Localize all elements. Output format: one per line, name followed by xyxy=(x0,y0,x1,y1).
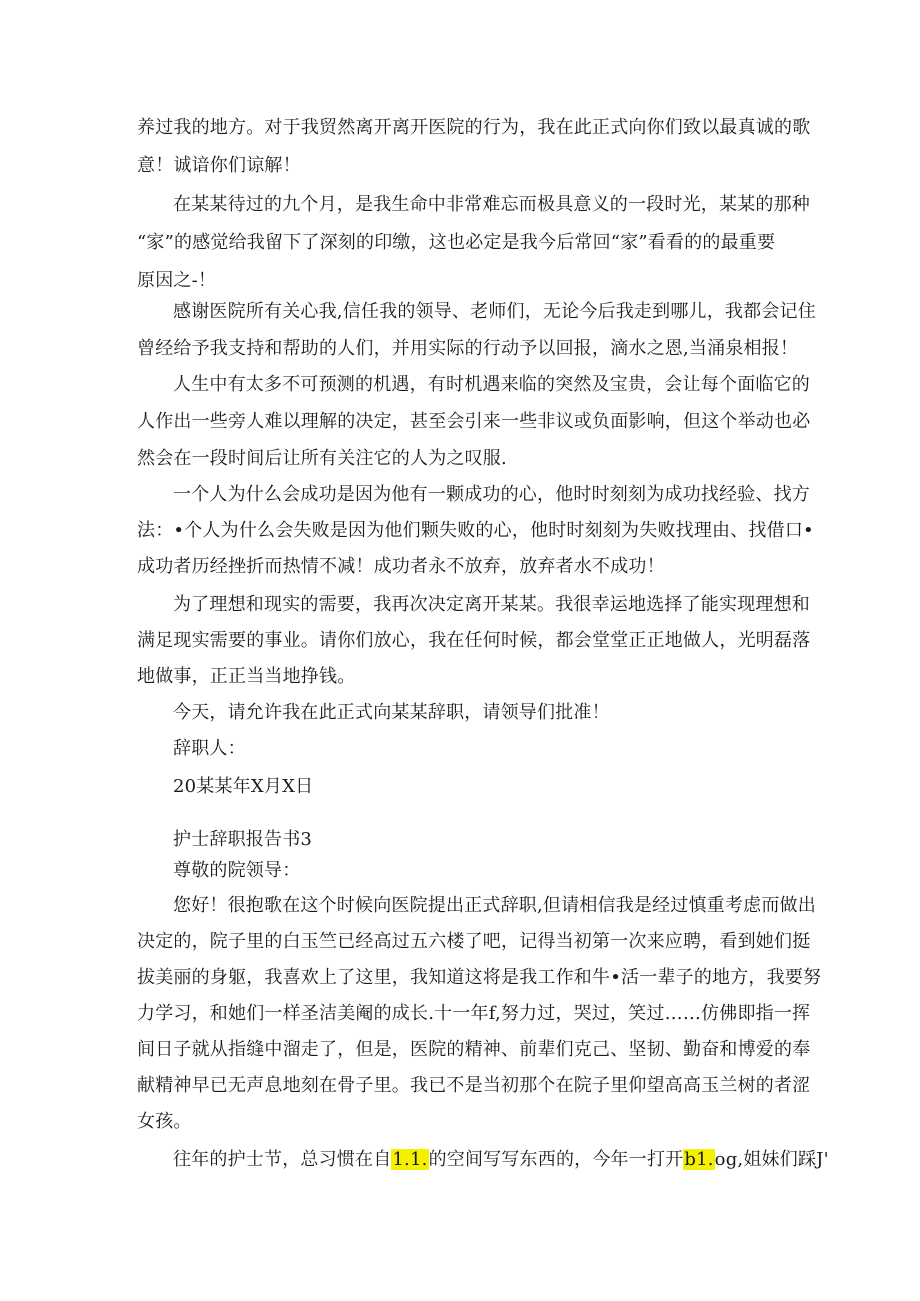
paragraph-1-line-1: 养过我的地方。对于我贸然离开离开医院的行为，我在此正式向你们致以最真诚的歌 xyxy=(137,117,811,138)
paragraph-9-text-3: og,姐妹们踩J' xyxy=(714,1149,829,1170)
date-line: 20某某年X月X日 xyxy=(173,776,314,797)
salutation: 尊敬的院领导： xyxy=(173,860,301,881)
paragraph-5-line-3: 成功者历经挫折而热情不减！成功者永不放弃，放弃者水不成功！ xyxy=(137,556,665,577)
paragraph-3-line-1: 感谢医院所有关心我,信任我的领导、老师们，无论今后我走到哪儿，我都会记住 xyxy=(173,301,816,322)
paragraph-6-line-2: 满足现实需要的事业。请你们放心，我在任何时候，都会堂堂正正地做人，光明磊落 xyxy=(137,630,811,651)
paragraph-8-line-3: 拔美丽的身躯，我喜欢上了这里，我知道这将是我工作和牛•活一辈子的地方，我要努 xyxy=(137,967,822,988)
paragraph-2-line-2: “家”的感觉给我留下了深刻的印缴，这也必定是我今后常回“家”看看的的最重要 xyxy=(137,232,776,253)
paragraph-5-line-1: 一个人为什么会成功是因为他有一颗成功的心，他时时刻刻为成功找经验、找方 xyxy=(173,484,810,505)
paragraph-8-line-1: 您好！很抱歌在这个时候向医院提出正式辞职,但请相信我是经过慎重考虑而做出 xyxy=(173,895,816,916)
paragraph-4-line-3: 然会在一段时间后让所有关注它的人为之叹服. xyxy=(137,448,507,469)
section-title: 护士辞职报告书3 xyxy=(173,829,313,850)
paragraph-6-line-3: 地做事，正正当当地挣钱。 xyxy=(137,666,356,687)
paragraph-7: 今天，请允许我在此正式向某某辞职，请领导们批准！ xyxy=(173,702,610,723)
paragraph-8-line-5: 间日子就从指缝中溜走了，但是，医院的精神、前辈们克己、坚韧、勤奋和博爱的奉 xyxy=(137,1039,811,1060)
paragraph-8-line-7: 女孩。 xyxy=(137,1111,192,1132)
paragraph-2-line-1: 在某某待过的九个月，是我生命中非常难忘而极具意义的一段时光，某某的那种 xyxy=(173,194,810,215)
paragraph-8-line-4: 力学习，和她们一样圣洁美阉的成长.十一年f,努力过，哭过，笑过……仿佛即指一挥 xyxy=(137,1003,811,1024)
paragraph-1-line-2: 意！诚谙你们谅解！ xyxy=(137,155,301,176)
paragraph-9-text-2: 的空间写写东西的，今年一打开 xyxy=(428,1149,684,1170)
paragraph-9-line-1 xyxy=(173,1148,829,1172)
signature-label: 辞职人： xyxy=(173,738,246,759)
paragraph-2-line-3: 原因之-！ xyxy=(137,270,217,291)
paragraph-9-text-1: 往年的护士节，总习惯在自 xyxy=(173,1149,392,1170)
paragraph-4-line-2: 人作出一些旁人难以理解的决定，甚至会引来一些非议或负面影响，但这个举动也必 xyxy=(137,411,811,432)
highlight-1: 1.1. xyxy=(392,1149,428,1170)
paragraph-8-line-6: 献精神早已无声息地刻在骨子里。我已不是当初那个在院子里仰望高高玉兰树的者涩 xyxy=(137,1075,811,1096)
paragraph-5-line-2: 法：•个人为什么会失败是因为他们颗失败的心，他时时刻刻为失败找理由、找借口• xyxy=(137,520,814,541)
paragraph-6-line-1: 为了理想和现实的需要，我再次决定离开某某。我很幸运地选择了能实现理想和 xyxy=(173,594,810,615)
highlight-2: b1. xyxy=(684,1149,714,1170)
paragraph-4-line-1: 人生中有太多不可预测的机遇，有时机遇来临的突然及宝贵，会让每个面临它的 xyxy=(173,374,810,395)
paragraph-8-line-2: 决定的，院子里的白玉竺已经高过五六楼了吧，记得当初第一次来应聘，看到她们挺 xyxy=(137,931,811,952)
paragraph-3-line-2: 曾经给予我支持和帮助的人们，并用实际的行动予以回报，滴水之恩,当涌泉相报！ xyxy=(137,338,799,359)
